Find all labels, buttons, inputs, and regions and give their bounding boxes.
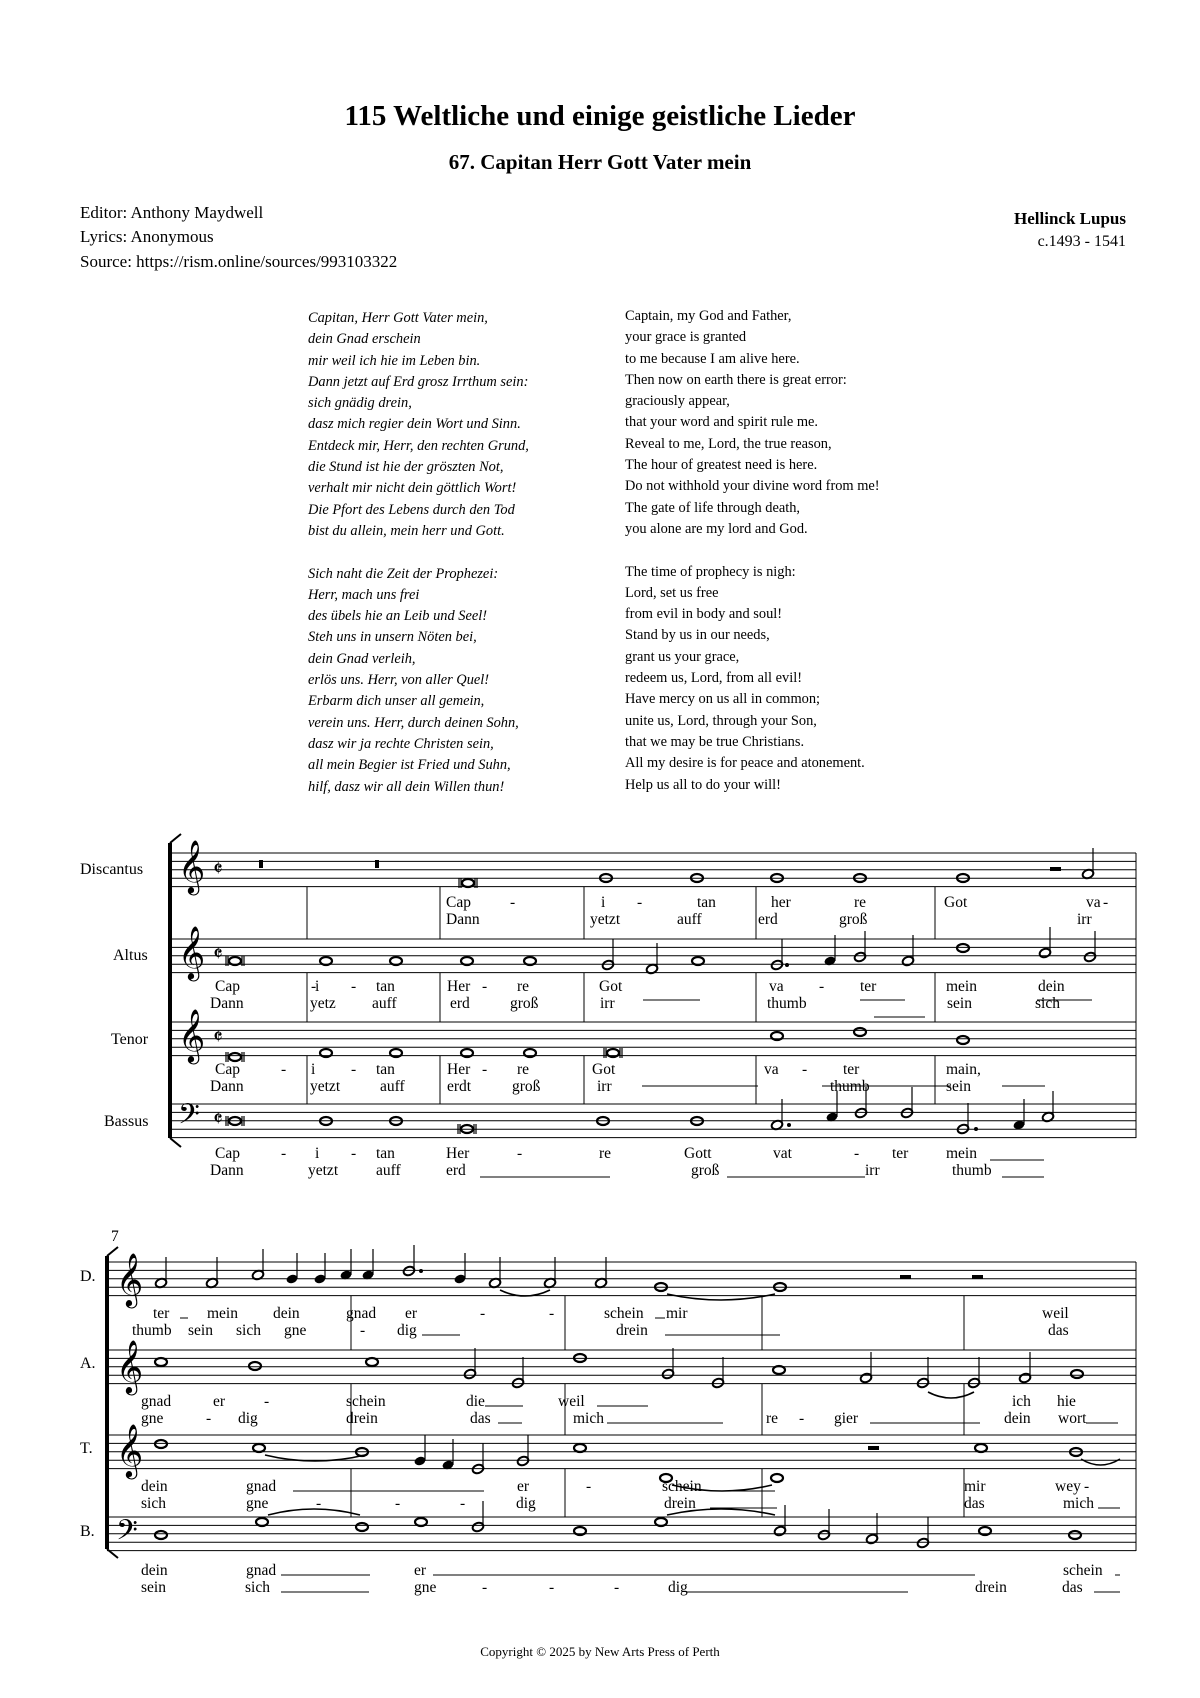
tenor-treble-clef-icon: 𝄞	[116, 1423, 144, 1477]
poem-line: erlös uns. Herr, von aller Quel!	[308, 672, 490, 689]
augmentation-dot	[419, 1269, 423, 1273]
lyric-syllable: dein	[141, 1562, 168, 1579]
lyric-syllable: gnad	[246, 1562, 277, 1579]
lyric-syllable: ter	[843, 1061, 860, 1078]
poem-line: bist du allein, mein herr und Gott.	[308, 522, 505, 539]
lyric-syllable: ter	[860, 978, 877, 995]
source-credit: Source: https://rism.online/sources/993103322	[80, 252, 398, 271]
poem-line: that your word and spirit rule me.	[625, 414, 819, 431]
whole-note	[655, 1518, 667, 1526]
lyric-syllable: Dann	[210, 1078, 244, 1095]
lyric-syllable: sein	[946, 1078, 971, 1095]
poem-line: die Stund ist hie der gröszten Not,	[308, 459, 504, 476]
poem-line: Do not withhold your divine word from me!	[625, 478, 880, 495]
augmentation-dot	[974, 1127, 978, 1131]
whole-note	[957, 1036, 969, 1044]
lyric-syllable: schein	[604, 1305, 644, 1322]
lyric-syllable: wey	[1055, 1478, 1081, 1495]
lyric-syllable: -	[351, 1145, 357, 1162]
poem-line: Sich naht die Zeit der Prophezei:	[308, 565, 499, 582]
whole-note	[256, 1518, 268, 1526]
poem-line: Dann jetzt auf Erd grosz Irrthum sein:	[308, 373, 529, 390]
lyric-syllable: tan	[376, 978, 395, 995]
lyric-syllable: groß	[512, 1078, 541, 1095]
lyric-syllable: main,	[946, 1061, 981, 1078]
lyric-syllable: i	[315, 978, 320, 995]
lyric-syllable: auff	[372, 995, 397, 1012]
lyric-syllable: groß	[510, 995, 539, 1012]
poem-line: all mein Begier ist Fried und Suhn,	[308, 757, 511, 774]
lyric-syllable: -	[614, 1579, 620, 1596]
whole-note	[462, 879, 474, 887]
poem-line: dasz mich regier dein Wort und Sinn.	[308, 416, 521, 433]
poem-line: The gate of life through death,	[625, 499, 801, 516]
lyric-syllable: -	[586, 1478, 592, 1495]
lyric-syllable: thumb	[952, 1162, 992, 1179]
treble-clef-icon: 𝄞	[116, 1252, 144, 1306]
tie	[928, 1392, 974, 1398]
lyric-syllable: mich	[1063, 1495, 1094, 1512]
poem-line: to me because I am alive here.	[625, 350, 800, 367]
lyric-syllable: va	[764, 1061, 779, 1078]
poem-line: redeem us, Lord, from all evil!	[625, 670, 803, 687]
lyric-syllable: dein	[141, 1478, 168, 1495]
whole-note	[854, 1028, 866, 1036]
lyric-syllable: dig	[668, 1579, 688, 1596]
lyric-syllable: gier	[834, 1410, 859, 1427]
augmentation-dot	[787, 1123, 791, 1127]
voice-name-altus: Altus	[113, 947, 148, 964]
lyric-syllable: Got	[944, 894, 968, 911]
voice-name-discantus: Discantus	[80, 861, 144, 878]
lyric-syllable: va	[769, 978, 784, 995]
lyric-syllable: -	[517, 1145, 523, 1162]
lyric-syllable: -	[854, 1145, 860, 1162]
lyric-syllable: -	[281, 1145, 287, 1162]
composer-name: Hellinck Lupus	[1014, 209, 1126, 228]
lyric-syllable: irr	[865, 1162, 880, 1179]
poem-line: Herr, mach uns frei	[308, 586, 420, 603]
lyric-syllable: -	[351, 1061, 357, 1078]
lyric-syllable: -	[311, 978, 317, 995]
augmentation-dot	[785, 963, 789, 967]
lyric-syllable: yetz	[310, 995, 336, 1012]
lyric-syllable: sich	[1035, 995, 1060, 1012]
lyric-syllable: i	[601, 894, 606, 911]
poem-line: Captain, my God and Father,	[625, 308, 792, 324]
poem-line: Lord, set us free	[625, 584, 719, 601]
whole-note	[229, 1053, 241, 1061]
poem-line: dein Gnad verleih,	[308, 650, 416, 667]
cut-time-icon: 𝄵	[213, 1025, 223, 1050]
lyric-syllable: Her	[446, 1145, 470, 1162]
poem-line: from evil in body and soul!	[625, 606, 783, 623]
lyric-syllable: tan	[376, 1061, 395, 1078]
lyric-syllable: ich	[1012, 1393, 1031, 1410]
lyric-syllable: dig	[516, 1495, 536, 1512]
voice-name-a: A.	[80, 1355, 96, 1372]
lyric-syllable: drein	[616, 1322, 648, 1339]
whole-note	[1071, 1370, 1083, 1378]
lyric-syllable: -	[281, 1061, 287, 1078]
lyric-syllable: Got	[592, 1061, 616, 1078]
lyric-syllable: sein	[947, 995, 972, 1012]
lyric-syllable: hie	[1057, 1393, 1076, 1410]
poem-line: Capitan, Herr Gott Vater mein,	[308, 310, 488, 326]
lyric-syllable: das	[964, 1495, 985, 1512]
lyric-syllable: irr	[600, 995, 615, 1012]
poem-line: that we may be true Christians.	[625, 733, 805, 750]
lyric-syllable: thumb	[767, 995, 807, 1012]
lyric-syllable: i	[311, 1061, 316, 1078]
lyric-syllable: -	[482, 978, 488, 995]
poem-line: Help us all to do your will!	[625, 776, 781, 793]
lyric-syllable: mein	[207, 1305, 238, 1322]
half-rest-icon	[868, 1446, 879, 1450]
lyric-syllable: mein	[946, 978, 977, 995]
page-title: 115 Weltliche und einige geistliche Lieder	[344, 100, 856, 132]
lyric-syllable: er	[517, 1478, 530, 1495]
lyric-syllable: erd	[758, 911, 778, 928]
whole-note	[574, 1444, 586, 1452]
lyric-syllable: -	[206, 1410, 212, 1427]
lyric-syllable: -	[1084, 1478, 1090, 1495]
poem-line: graciously appear,	[625, 393, 730, 410]
lyrics-credit: Lyrics: Anonymous	[80, 227, 214, 246]
lyric-syllable: mir	[964, 1478, 986, 1495]
whole-note	[975, 1444, 987, 1452]
voice-name-bassus: Bassus	[104, 1113, 149, 1130]
lyric-syllable: das	[1062, 1579, 1083, 1596]
treble-clef-icon: 𝄞	[178, 839, 206, 893]
poem-line: verhalt mir nicht dein göttlich Wort!	[308, 480, 517, 497]
treble-clef-icon: 𝄞	[116, 1339, 144, 1393]
lyric-syllable: ter	[153, 1305, 170, 1322]
whole-note	[249, 1362, 261, 1370]
page-subtitle: 67. Capitan Herr Gott Vater mein	[448, 150, 752, 174]
lyric-syllable: Cap	[446, 894, 471, 911]
lyric-syllable: -	[482, 1579, 488, 1596]
lyric-syllable: wort	[1058, 1410, 1087, 1427]
editor-credit: Editor: Anthony Maydwell	[80, 203, 264, 222]
lyric-syllable: re	[766, 1410, 779, 1427]
lyric-syllable: drein	[975, 1579, 1007, 1596]
lyric-syllable: irr	[1077, 911, 1092, 928]
lyric-syllable: Cap	[215, 978, 240, 995]
lyric-syllable: Her	[447, 978, 471, 995]
poem-line: mir weil ich hie im Leben bin.	[308, 352, 481, 369]
lyric-syllable: die	[466, 1393, 485, 1410]
lyric-syllable: er	[213, 1393, 226, 1410]
whole-note	[771, 1474, 783, 1482]
lyric-syllable: yetzt	[590, 911, 621, 928]
bass-clef-icon: 𝄢	[178, 1098, 200, 1138]
lyric-syllable: tan	[376, 1145, 395, 1162]
lyric-syllable: weil	[1042, 1305, 1069, 1322]
lyric-syllable: gne	[141, 1410, 164, 1427]
poem-line: dein Gnad erschein	[308, 331, 421, 348]
whole-note	[155, 1440, 167, 1448]
lyric-syllable: gne	[246, 1495, 269, 1512]
lyric-syllable: -	[819, 978, 825, 995]
lyric-syllable: gnad	[246, 1478, 277, 1495]
lyric-syllable: re	[517, 978, 530, 995]
lyric-syllable: groß	[839, 911, 868, 928]
lyric-syllable: erd	[446, 1162, 466, 1179]
lyric-syllable: schein	[346, 1393, 386, 1410]
tie	[667, 1294, 775, 1300]
lyric-syllable: Cap	[215, 1061, 240, 1078]
poem-line: The time of prophecy is nigh:	[625, 563, 796, 580]
lyric-syllable: re	[599, 1145, 612, 1162]
lyric-syllable: Cap	[215, 1145, 240, 1162]
lyric-syllable: ter	[892, 1145, 909, 1162]
lyric-syllable: sich	[236, 1322, 261, 1339]
lyric-syllable: mich	[573, 1410, 604, 1427]
lyric-syllable: erd	[450, 995, 470, 1012]
lyric-syllable: thumb	[132, 1322, 172, 1339]
poem-line: sich gnädig drein,	[308, 395, 412, 412]
lyric-syllable: erdt	[447, 1078, 472, 1095]
lyric-syllable: yetzt	[310, 1078, 341, 1095]
poem-line: Entdeck mir, Herr, den rechten Grund,	[308, 437, 529, 454]
poem-line: you alone are my lord and God.	[625, 520, 808, 537]
lyric-syllable: auff	[376, 1162, 401, 1179]
whole-note	[957, 944, 969, 952]
lyric-syllable: gne	[284, 1322, 307, 1339]
lyric-syllable: groß	[691, 1162, 720, 1179]
lyric-syllable: Dann	[446, 911, 480, 928]
lyric-syllable: Got	[599, 978, 623, 995]
whole-note	[155, 1358, 167, 1366]
lyric-syllable: gnad	[141, 1393, 172, 1410]
copyright-notice: Copyright © 2025 by New Arts Press of Perth	[480, 1644, 720, 1659]
lyric-syllable: tan	[697, 894, 716, 911]
poem-line: Erbarm dich unser all gemein,	[308, 693, 485, 710]
lyric-syllable: schein	[662, 1478, 702, 1495]
lyrics-system-1	[210, 894, 1108, 1179]
lyric-syllable: Gott	[684, 1145, 712, 1162]
poem-line: Stand by us in our needs,	[625, 627, 770, 644]
lyric-syllable: -	[480, 1305, 486, 1322]
lyric-syllable: her	[771, 894, 791, 911]
lyric-syllable: gne	[414, 1579, 437, 1596]
poem-line: The hour of greatest need is here.	[625, 457, 818, 474]
lyric-syllable: weil	[558, 1393, 585, 1410]
whole-note	[253, 1444, 265, 1452]
lyric-syllable: i	[315, 1145, 320, 1162]
tenor-treble-clef-icon: 𝄞	[178, 1008, 206, 1062]
measure-number: 7	[111, 1228, 119, 1245]
lyric-syllable: -	[316, 1495, 322, 1512]
lyric-syllable: Dann	[210, 995, 244, 1012]
lyric-syllable: mein	[946, 1145, 977, 1162]
half-rest-icon	[1050, 867, 1061, 871]
whole-note	[415, 1518, 427, 1526]
voice-name-tenor: Tenor	[111, 1031, 149, 1048]
lyric-syllable: -	[549, 1579, 555, 1596]
lyric-syllable: -	[460, 1495, 466, 1512]
lyric-syllable: drein	[346, 1410, 378, 1427]
whole-note	[366, 1358, 378, 1366]
lyric-syllable: re	[854, 894, 867, 911]
lyric-syllable: irr	[597, 1078, 612, 1095]
composer-dates: c.1493 - 1541	[1037, 233, 1126, 250]
poem-line: All my desire is for peace and atonement.	[625, 755, 865, 772]
lyric-syllable: -	[360, 1322, 366, 1339]
lyric-syllable: auff	[380, 1078, 405, 1095]
cut-time-icon: 𝄵	[213, 942, 223, 967]
lyric-syllable: dig	[397, 1322, 417, 1339]
lyric-syllable: auff	[677, 911, 702, 928]
lyric-syllable: gnad	[346, 1305, 377, 1322]
lyric-syllable: -	[510, 894, 516, 911]
lyric-syllable: va	[1086, 894, 1101, 911]
lyric-syllable: -	[802, 1061, 808, 1078]
lyrics-system-2	[132, 1305, 1120, 1596]
lyric-syllable: sein	[188, 1322, 213, 1339]
poem-line: des übels hie an Leib und Seel!	[308, 608, 488, 625]
poem-line: hilf, dasz wir all dein Willen thun!	[308, 778, 505, 795]
poem-line: Die Pfort des Lebens durch den Tod	[308, 501, 515, 518]
lyric-syllable: das	[1048, 1322, 1069, 1339]
lyric-syllable: sich	[245, 1579, 270, 1596]
lyric-syllable: sein	[141, 1579, 166, 1596]
lyric-syllable: dein	[273, 1305, 300, 1322]
poem-line: unite us, Lord, through your Son,	[625, 712, 817, 729]
lyric-syllable: -	[799, 1410, 805, 1427]
poem-line: Have mercy on us all in common;	[625, 691, 821, 708]
poem-line: verein uns. Herr, durch deinen Sohn,	[308, 714, 519, 731]
voice-name-t: T.	[80, 1440, 93, 1457]
lyric-syllable: thumb	[830, 1078, 870, 1095]
lyric-syllable: er	[414, 1562, 427, 1579]
cut-time-icon: 𝄵	[213, 857, 223, 882]
lyric-syllable: Dann	[210, 1162, 244, 1179]
poem-line: dasz wir ja rechte Christen sein,	[308, 735, 494, 752]
lyric-syllable: dein	[1004, 1410, 1031, 1427]
lyric-syllable: yetzt	[308, 1162, 339, 1179]
poem-line: Reveal to me, Lord, the true reason,	[625, 435, 832, 452]
poem-line: your grace is granted	[625, 329, 747, 346]
lyric-syllable: Her	[447, 1061, 471, 1078]
lyric-syllable: dein	[1038, 978, 1065, 995]
lyric-syllable: er	[405, 1305, 418, 1322]
lyric-syllable: das	[470, 1410, 491, 1427]
breve-rest-icon	[259, 860, 263, 868]
lyric-syllable: drein	[664, 1495, 696, 1512]
lyric-syllable: -	[395, 1495, 401, 1512]
voice-name-d: D.	[80, 1268, 96, 1285]
poem-line: grant us your grace,	[625, 648, 740, 665]
tie	[268, 1509, 360, 1515]
lyric-syllable: sich	[141, 1495, 166, 1512]
bass-clef-icon: 𝄢	[116, 1514, 138, 1554]
lyric-syllable: -	[482, 1061, 488, 1078]
breve-rest-icon	[375, 860, 379, 868]
half-rest-icon	[900, 1275, 911, 1279]
poem-line: Steh uns in unsern Nöten bei,	[308, 629, 477, 646]
voice-name-b: B.	[80, 1523, 95, 1540]
score-system-1	[80, 834, 1136, 1179]
whole-note	[1069, 1531, 1081, 1539]
lyric-syllable: -	[637, 894, 643, 911]
lyric-syllable: -	[264, 1393, 270, 1410]
whole-note	[356, 1523, 368, 1531]
lyric-syllable: mir	[666, 1305, 688, 1322]
whole-note	[155, 1531, 167, 1539]
poem-line: Then now on earth there is great error:	[625, 371, 847, 388]
lyric-syllable: schein	[1063, 1562, 1103, 1579]
score-system-2	[80, 1228, 1136, 1596]
half-rest-icon	[972, 1275, 983, 1279]
lyric-syllable: dig	[238, 1410, 258, 1427]
lyric-syllable: -	[549, 1305, 555, 1322]
cut-time-icon: 𝄵	[213, 1107, 223, 1132]
lyric-syllable: -	[351, 978, 357, 995]
lyric-syllable: -	[1103, 894, 1109, 911]
lyric-syllable: vat	[773, 1145, 792, 1162]
treble-clef-icon: 𝄞	[178, 925, 206, 979]
lyric-syllable: re	[517, 1061, 530, 1078]
